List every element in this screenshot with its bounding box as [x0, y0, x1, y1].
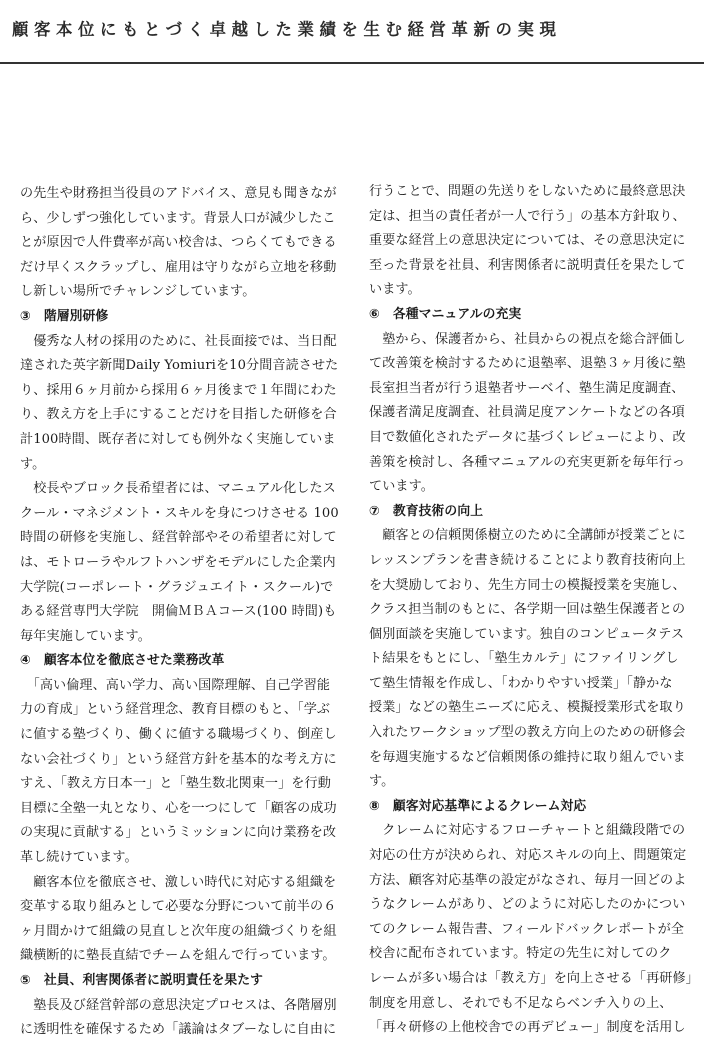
body-text-line: クラス担当制のもとに、各学期一回は塾生保護者との [369, 602, 686, 618]
body-text-line: て塾生情報を作成し、「わかりやすい授業」「静かな [369, 675, 673, 691]
body-text-line: レームが多い場合は「教え方」を向上させる「再研修」 [369, 971, 699, 986]
body-text-line: ら、少しずつ強化しています。背景人口が減少したこ [20, 210, 336, 226]
body-text-line: に透明性を確保するため「議論はタブーなしに自由に [20, 1022, 337, 1038]
body-text-line: すえ、「教え方日本一」と「塾生数北関東一」を行動 [20, 776, 331, 792]
body-text-line: す。 [20, 456, 46, 472]
body-text-line: 大学院(コーポレート・グラジュエイト・スクール)で [20, 579, 334, 595]
body-text-line: を毎週実施するなど信頼関係の維持に取り組んでいま [369, 749, 686, 765]
body-text-line: 塾から、保護者から、社員からの視点を総合評価し [369, 331, 686, 347]
page-header-title: 顧客本位にもとづく卓越した業績を生む経営革新の実現 [12, 20, 562, 39]
section-heading: ④ 顧客本位を徹底させた業務改革 [20, 653, 225, 669]
body-text-line: 毎年実施しています。 [20, 628, 151, 644]
body-text-line: 方法、顧客対応基準の設定がなされ、毎月一回どのよ [369, 872, 687, 888]
body-text-line: 校長やブロック長希望者には、マニュアル化したス [20, 481, 336, 497]
body-text-line: の先生や財務担当役員のアドバイス、意見も聞きなが [20, 186, 337, 201]
body-text-line: 校舎に配布されています。特定の先生に対してのク [369, 946, 672, 962]
body-text-line: 目標に全塾一丸となり、心を一つにして「顧客の成功 [20, 800, 337, 816]
header-band [0, 0, 704, 64]
body-text-line: うなクレームがあり、どのように対応したのかについ [369, 897, 686, 913]
body-text-line: 革し続けています。 [20, 850, 138, 866]
body-text-line: 目で数値化されたデータに基づくレビューにより、改 [369, 429, 686, 445]
body-text-line: います。 [369, 282, 421, 298]
body-text-line: 織横断的に塾長直結でチームを組んで行っています。 [20, 948, 336, 964]
body-text-line: 対応の仕方が決められ、対応スキルの向上、問題策定 [369, 848, 687, 864]
body-text-line: 達された英字新聞Daily Yomiuriを10分間音読させた [20, 358, 339, 374]
body-text-line: の実現に貢献する」というミッションに向け業務を改 [20, 825, 337, 841]
body-text-line: 至った背景を社員、利害関係者に説明責任を果たして [369, 257, 686, 273]
body-text-line: とが原因で人件費率が高い校舎は、つらくてもできる [20, 235, 337, 251]
section-heading: ⑧ 顧客対応基準によるクレーム対応 [369, 798, 587, 814]
body-text-line: 行うことで、問題の先送りをしないために最終意思決 [369, 184, 686, 199]
body-text-line: り、教え方を上手にすることだけを目指した研修を合 [20, 407, 337, 423]
body-text-line: 善策を検討し、各種マニュアルの充実更新を毎年行っ [369, 454, 686, 470]
body-text-line: ヶ月間かけて組織の見直しと次年度の組織づくりを組 [20, 923, 337, 939]
body-text-line: 「再々研修の上他校舎での再デビュー」制度を活用し [369, 1020, 686, 1036]
body-text-line: 計100時間、既存者に対しても例外なく実施していま [20, 431, 336, 447]
section-heading: ③ 階層別研修 [20, 308, 109, 324]
body-text-line: ない会社づくり」という経営方針を基本的な考え方に [20, 751, 337, 767]
body-text-line: 長室担当者が行う退塾者サーベイ、塾生満足度調査、 [369, 380, 685, 396]
body-text-line: す。 [369, 774, 395, 790]
body-text-line: り、採用６ヶ月前から採用６ヶ月後まで１年間にわた [20, 382, 337, 398]
body-text-line: 授業」などの塾生ニーズに応え、模擬授業形式を取り [369, 700, 686, 716]
body-text-line: 変革する取り組みとして必要な分野について前半の６ [20, 899, 337, 915]
body-text-line: 優秀な人材の採用のために、社長面接では、当日配 [20, 333, 337, 349]
body-text-line: てのクレーム報告書、フィールドバックレポートが全 [369, 921, 685, 937]
body-text-line: 顧客との信頼関係樹立のために全講師が授業ごとに [369, 528, 686, 544]
body-text-line: クール・マネジメント・スキルを身につけさせる 100 [20, 505, 339, 521]
body-text-line: 重要な経営上の意思決定については、その意思決定に [369, 233, 686, 249]
body-text-line: ト結果をもとにし、「塾生カルテ」にファイリングし [369, 651, 679, 667]
body-text-line: に値する塾づくり、働くに値する職場づくり、倒産し [20, 727, 337, 743]
body-text-line: 入れたワークショップ型の教え方向上のための研修会 [369, 725, 686, 741]
body-text-line: 個別面談を実施しています。独自のコンピュータテス [369, 626, 685, 642]
right-column [369, 180, 701, 1041]
section-heading: ⑦ 教育技術の向上 [369, 503, 484, 519]
body-text-line: レッスンプランを書き続けることにより教育技術向上 [369, 552, 686, 568]
body-text-line: て改善策を検討するために退塾率、退塾３ヶ月後に塾 [369, 356, 686, 372]
body-text-line: 時間の研修を実施し、経営幹部やその希望者に対して [20, 530, 337, 546]
body-text-line: し新しい場所でチャレンジしています。 [20, 284, 256, 300]
body-text-line: 力の育成」という経営理念、教育目標のもと、「学ぶ [20, 702, 331, 718]
body-text-line: 保護者満足度調査、社員満足度アンケートなどの各項 [369, 405, 685, 421]
body-text-line: クレームに対応するフローチャートと組織段階での [369, 823, 686, 839]
body-text-line: だけ早くスクラップし、雇用は守りながら立地を移動 [20, 259, 337, 275]
section-heading: ⑤ 社員、利害関係者に説明責任を果たす [20, 973, 264, 988]
body-text-line: ある経営専門大学院 開倫ＭＢＡコース(100 時間)も [20, 604, 337, 620]
body-text-line: を大奨励しており、先生方同士の模擬授業を実施し、 [369, 577, 686, 593]
body-text-line: 塾長及び経営幹部の意思決定プロセスは、各階層別 [20, 997, 337, 1013]
body-text-line: 顧客本位を徹底させ、激しい時代に対応する組織を [20, 874, 337, 890]
body-text-line: 定は、担当の責任者が一人で行う」の基本方針取り、 [369, 208, 686, 224]
body-text-line: 「高い倫理、高い学力、高い国際理解、自己学習能 [20, 677, 331, 693]
body-text-line: 制度を用意し、それでも不足ならベンチ入りの上、 [369, 995, 673, 1011]
left-column [20, 182, 352, 1043]
body-text-line: は、モトローラやルフトハンザをモデルにした企業内 [20, 554, 336, 570]
section-heading: ⑥ 各種マニュアルの充実 [369, 306, 522, 322]
body-text-line: ています。 [369, 479, 434, 495]
